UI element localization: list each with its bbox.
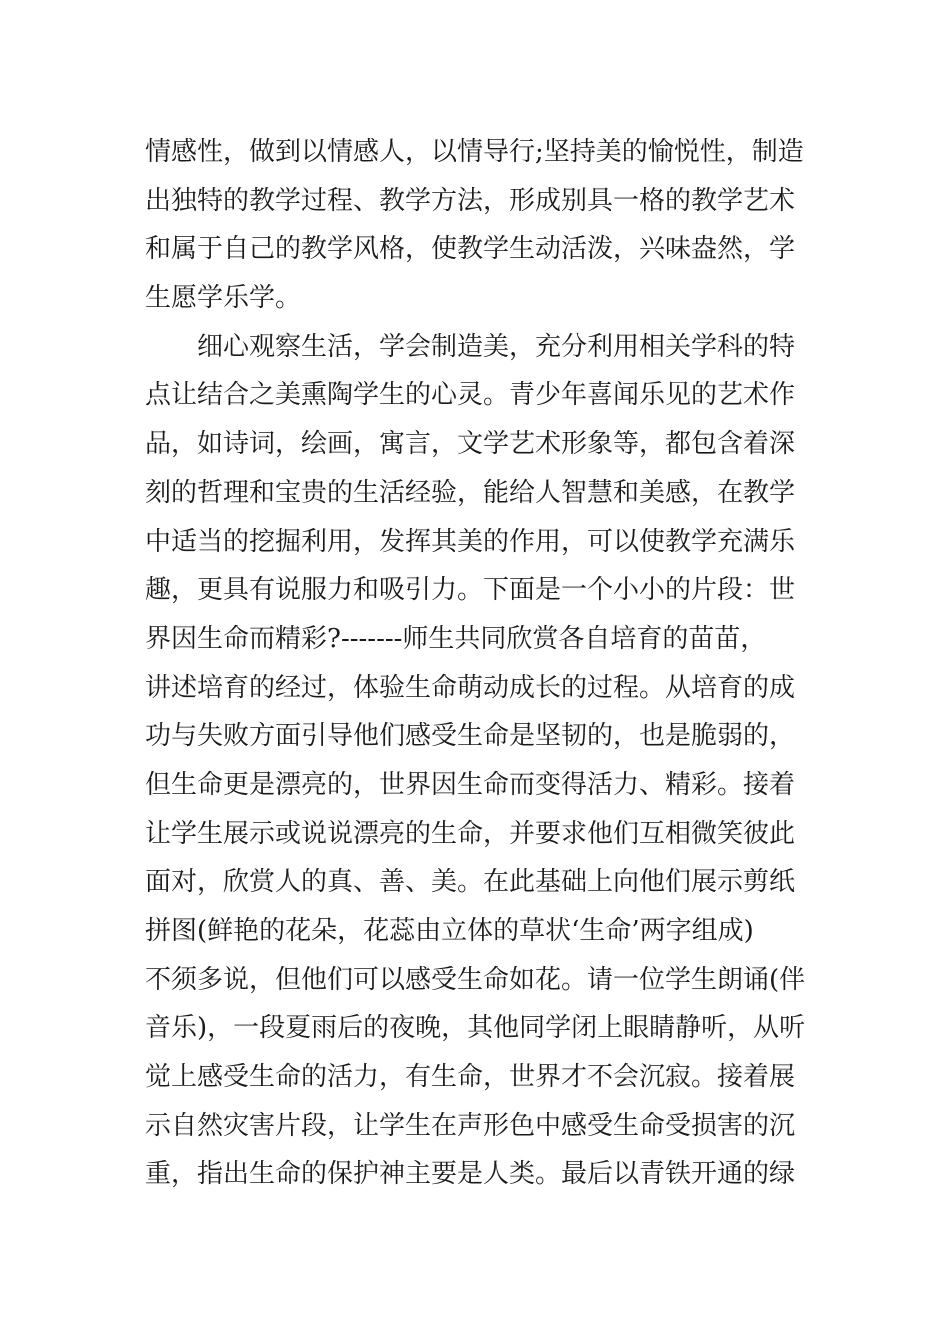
text-line: 讲述培育的经过，体验生命萌动成长的过程。从培育的成 [145,672,796,703]
text-line: 生愿学乐学。 [145,283,302,314]
text-line: 面对，欣赏人的真、善、美。在此基础上向他们展示剪纸 [145,867,796,898]
text-line: 功与失败方面引导他们感受生命是坚韧的，也是脆弱的， [145,721,796,752]
text-line: 趣，更具有说服力和吸引力。下面是一个小小的片段：世 [145,575,796,606]
text-line: 和属于自己的教学风格，使教学生动活泼，兴味盎然，学 [145,234,796,265]
text-line: 中适当的挖掘利用，发挥其美的作用，可以使教学充满乐 [145,526,796,557]
text-line: 品，如诗词，绘画，寓言，文学艺术形象等，都包含着深 [145,429,796,460]
text-line: 出独特的教学过程、教学方法，形成别具一格的教学艺术 [145,185,796,216]
text-line: 点让结合之美熏陶学生的心灵。青少年喜闻乐见的艺术作 [145,380,796,411]
body-text [145,128,805,1199]
text-line: 细心观察生活，学会制造美，充分利用相关学科的特 [145,331,796,362]
text-line: 重，指出生命的保护神主要是人类。最后以青铁开通的绿 [145,1159,796,1190]
text-line: 界因生命而精彩?-------师生共同欣赏各自培育的苗苗， [145,623,767,654]
text-line: 音乐)，一段夏雨后的夜晚，其他同学闭上眼睛静听，从听 [145,1013,806,1044]
text-line: 刻的哲理和宝贵的生活经验，能给人智慧和美感，在教学 [145,477,796,508]
text-line: 但生命更是漂亮的，世界因生命而变得活力、精彩。接着 [145,769,796,800]
text-line: 情感性，做到以情感人，以情导行;坚持美的愉悦性，制造 [145,137,804,167]
text-line: 示自然灾害片段，让学生在声形色中感受生命受损害的沉 [145,1110,796,1141]
text-line: 觉上感受生命的活力，有生命，世界才不会沉寂。接着展 [145,1062,796,1093]
text-line: 让学生展示或说说漂亮的生命，并要求他们互相微笑彼此 [145,818,796,849]
text-line: 拼图(鲜艳的花朵，花蕊由立体的草状‘生命’两字组成) [145,916,754,946]
text-line: 不须多说，但他们可以感受生命如花。请一位学生朗诵(伴 [145,964,806,995]
